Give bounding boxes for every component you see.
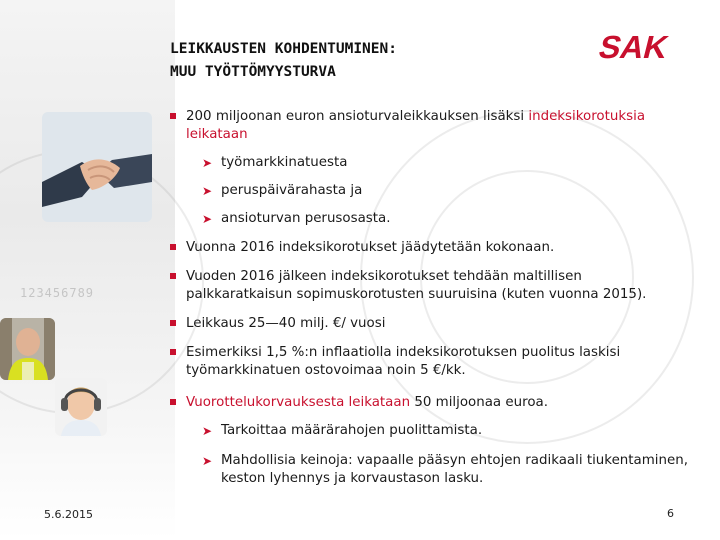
sub-bullet-text: Tarkoittaa määrärahojen puolittamista.: [221, 423, 483, 438]
bullet-text: Esimerkiksi 1,5 %:n inflaatiolla indeksikorotuksen puolitus laskisi työmarkkinatuen ostovoimaa noin 5 €/kk.: [186, 345, 621, 378]
bullet-text-highlight: Vuorottelukorvauksesta leikataan: [186, 395, 411, 410]
handshake-photo: [42, 112, 152, 222]
title-line-2: MUU TYÖTTÖMYYSTURVA: [170, 64, 336, 80]
slide-content: [170, 108, 690, 499]
bullet-item: [170, 344, 690, 380]
bullet-item: [170, 268, 690, 304]
sub-bullet-item: [186, 210, 690, 228]
bullet-text-highlight: indeksikorotuksia leikataan: [186, 109, 646, 142]
arrow-icon: ➤: [202, 454, 213, 468]
sub-bullet-item: [186, 154, 690, 172]
sub-bullet-item: [186, 182, 690, 200]
arrow-icon: ➤: [202, 212, 213, 226]
sak-logo: [594, 30, 674, 68]
title-line-1: LEIKKAUSTEN KOHDENTUMINEN:: [170, 41, 397, 57]
bullet-text: 50 miljoonaa euroa.: [410, 395, 548, 410]
page-number: 6: [667, 507, 674, 520]
arrow-icon: ➤: [202, 184, 213, 198]
bullet-marker: [170, 113, 176, 119]
bullet-item: [170, 394, 690, 488]
sub-bullet-item: [186, 422, 690, 440]
sub-bullet-text: ansioturvan perusosasta.: [221, 211, 391, 226]
bullet-text: Leikkaus 25—40 milj. €/ vuosi: [186, 316, 386, 331]
bullet-marker: [170, 349, 176, 355]
bullet-marker: [170, 320, 176, 326]
arrow-icon: ➤: [202, 424, 213, 438]
bullet-text: Vuonna 2016 indeksikorotukset jäädytetään kokonaan.: [186, 240, 555, 255]
arrow-icon: ➤: [202, 156, 213, 170]
slide-date: 5.6.2015: [44, 508, 93, 521]
woman-headset-photo: [55, 378, 107, 436]
bullet-item: [170, 108, 690, 228]
sub-bullet-text: työmarkkinatuesta: [221, 155, 348, 170]
bullet-text: Vuoden 2016 jälkeen indeksikorotukset tehdään maltillisen palkkaratkaisun sopimuskorotusten suuruisina (kuten vuonna 2015).: [186, 269, 647, 302]
background-digits: 123456789: [20, 286, 95, 300]
logo-text: SAK: [595, 30, 672, 64]
worker-photo: [0, 318, 55, 380]
sub-bullet-text: Mahdollisia keinoja: vapaalle pääsyn ehtojen radikaali tiukentaminen, keston lyhennys ja korvaustason lasku.: [221, 453, 688, 486]
bullet-item: [170, 315, 690, 333]
bullet-marker: [170, 244, 176, 250]
sub-bullet-text: peruspäivärahasta ja: [221, 183, 363, 198]
sub-bullet-item: [186, 452, 690, 488]
bullet-marker: [170, 273, 176, 279]
bullet-text: 200 miljoonan euron ansioturvaleikkauksen lisäksi: [186, 109, 529, 124]
bullet-item: [170, 239, 690, 257]
slide-title: [170, 38, 550, 84]
bullet-marker: [170, 399, 176, 405]
